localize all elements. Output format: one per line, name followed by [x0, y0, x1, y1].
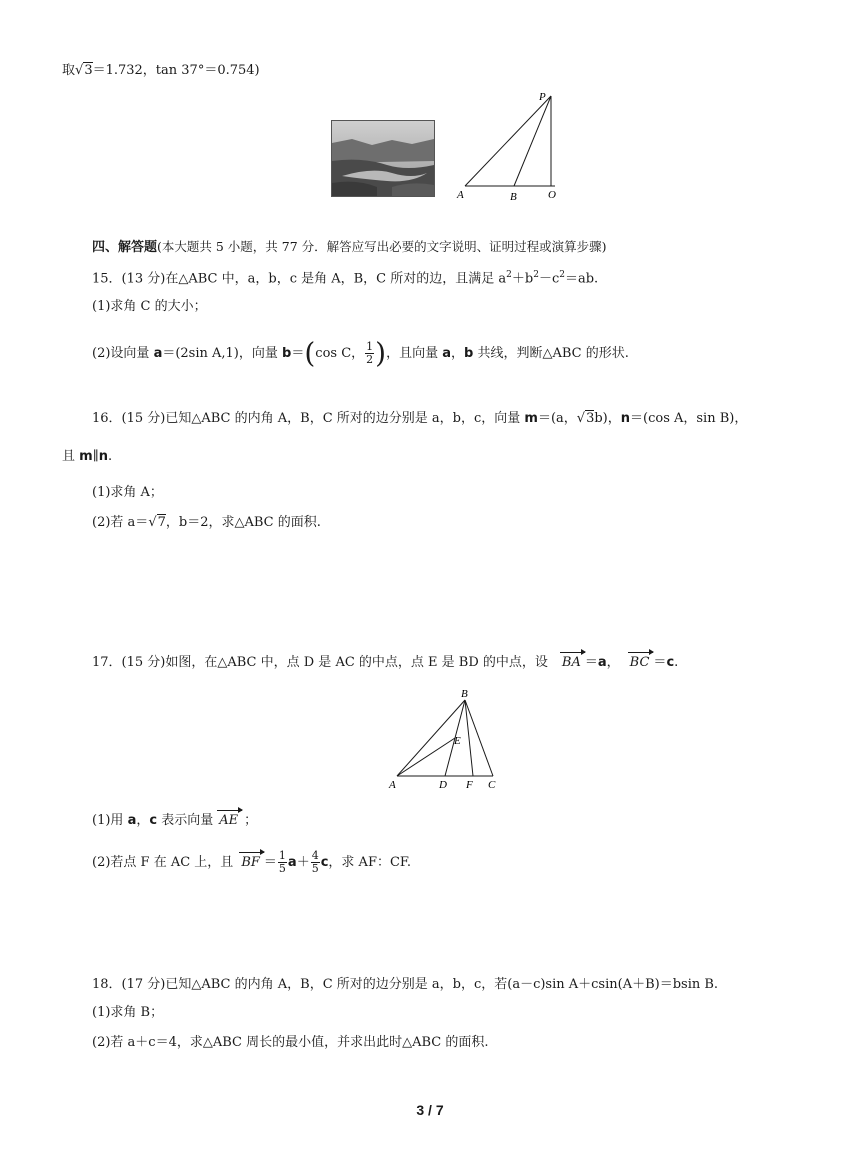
q15-stem: 15．(13 分)在△ABC 中，a，b，c 是角 A，B，C 所对的边，且满足 $a^2+b^2-c^2=ab$.: [92, 270, 599, 287]
line-AP: [465, 96, 551, 186]
left-paren: (: [304, 336, 316, 370]
q16-part1: (1)求角 A；: [92, 485, 163, 500]
label-P: P: [539, 91, 546, 103]
continuation-line: 取√3＝1.732，tan 37°＝0.754): [62, 63, 260, 78]
q17-stem: 17．(15 分)如图，在△ABC 中，点 D 是 AC 的中点，点 E 是 BD 的中点，设 BA ＝a， BC ＝c.: [92, 655, 679, 670]
label-A: A: [457, 189, 464, 201]
label-E: E: [454, 735, 461, 747]
label-A: A: [389, 779, 396, 791]
label-F: F: [466, 779, 473, 791]
line-BP: [514, 96, 551, 186]
fraction: $\frac{1}{2}$: [366, 340, 374, 366]
triangle-abc-figure: [385, 686, 505, 794]
q18-stem: 18．(17 分)已知△ABC 的内角 A，B，C 所对的边分别是 a，b，c，若(a－c)sin A＋csin(A＋B)＝bsin B.: [92, 977, 719, 992]
label-B: B: [461, 688, 468, 700]
landscape-photo: [331, 120, 435, 197]
q16-stem-cont: 且 m∥n.: [62, 449, 113, 464]
q18-part2: (2)若 a＋c＝4，求△ABC 周长的最小值，并求出此时△ABC 的面积.: [92, 1035, 489, 1050]
label-C: C: [488, 779, 496, 791]
fraction-four-fifths: $\frac{4}{5}$: [311, 849, 319, 875]
q15-part2: (2)设向量 a＝(2sin A,1)，向量 b＝(cos C， $\frac{1}{2}$ )，且向量 a，b 共线，判断△ABC 的形状.: [92, 336, 629, 370]
label-O: O: [548, 189, 556, 201]
tower-triangle-figure: [455, 88, 565, 203]
q17-part2: (2)若点 F 在 AC 上，且 BF ＝ $\frac{1}{5}$ a＋ $\frac{4}{5}$ c，求 AF：CF.: [92, 849, 412, 875]
fraction-one-fifth: $\frac{1}{5}$: [278, 849, 286, 875]
section-heading: 四、解答题(本大题共 5 小题，共 77 分．解答应写出必要的文字说明、证明过程或演算步骤): [92, 239, 607, 255]
sqrt-symbol: √: [576, 411, 586, 426]
label-D: D: [439, 779, 447, 791]
q16-part2: (2)若 a＝√7，b＝2，求△ABC 的面积.: [92, 515, 321, 530]
sqrt-symbol: √: [75, 63, 84, 78]
q15-part1: (1)求角 C 的大小；: [92, 299, 207, 314]
sqrt-symbol: √: [148, 515, 157, 530]
right-paren: ): [375, 336, 387, 370]
q16-stem: 16．(15 分)已知△ABC 的内角 A，B，C 所对的边分别是 a，b，c，向量 m＝(a，√3b)，n＝(cos A，sin B)，: [92, 411, 748, 426]
label-B: B: [510, 191, 517, 203]
q17-part1: (1)用 a，c 表示向量 AE ；: [92, 813, 258, 828]
page-number: 3 / 7: [416, 1102, 444, 1118]
q18-part1: (1)求角 B；: [92, 1005, 164, 1020]
